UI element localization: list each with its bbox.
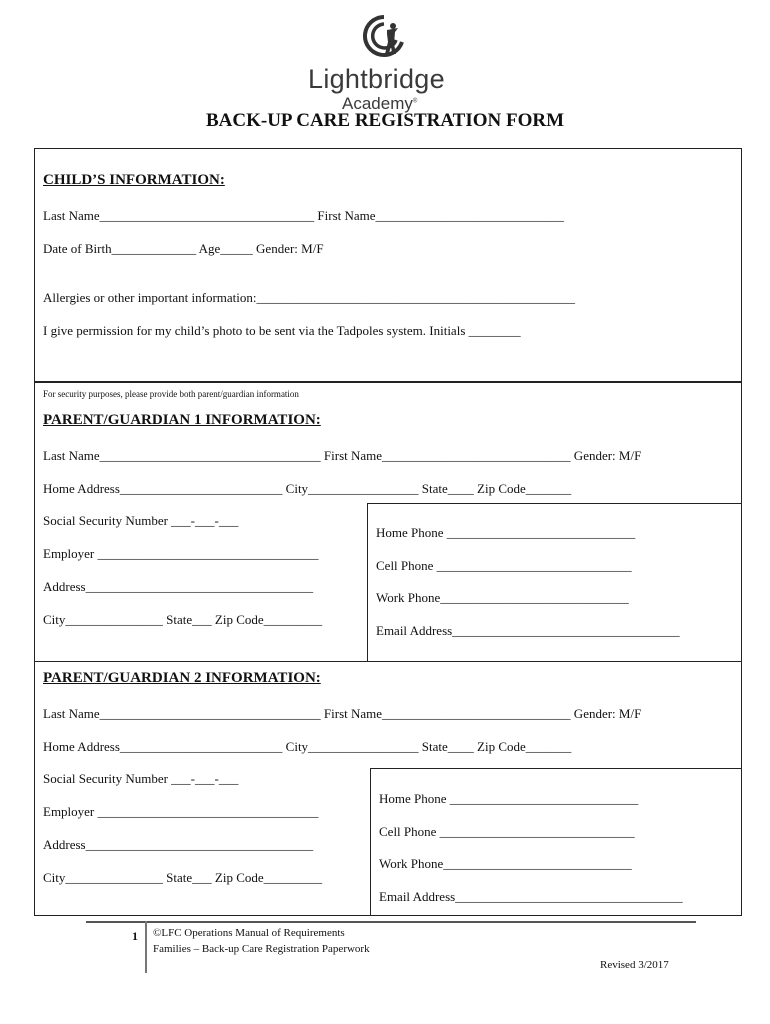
- footer-line2: Families – Back-up Care Registration Paperwork: [153, 943, 370, 955]
- footer-divider: [86, 921, 696, 923]
- parent2-city-state-zip-field[interactable]: City_______________ State___ Zip Code_________: [43, 870, 323, 885]
- parent1-ssn-field[interactable]: Social Security Number ___-___-___: [43, 513, 239, 528]
- parent1-heading: PARENT/GUARDIAN 1 INFORMATION:: [43, 412, 321, 428]
- logo: [300, 14, 470, 113]
- parent2-address-field[interactable]: Address___________________________________: [43, 837, 314, 852]
- logo-name: Lightbridge: [308, 64, 445, 94]
- parent2-employer-field[interactable]: Employer __________________________________: [43, 804, 319, 819]
- parent2-name-gender-field[interactable]: Last Name__________________________________ First Name_____________________________ Gender: M/F: [43, 706, 642, 721]
- parent2-ssn-field[interactable]: Social Security Number ___-___-___: [43, 771, 239, 786]
- parent1-address-field[interactable]: Address___________________________________: [43, 579, 314, 594]
- footer-line1: ©LFC Operations Manual of Requirements: [153, 927, 345, 939]
- photo-permission-field[interactable]: I give permission for my child’s photo to be sent via the Tadpoles system. Initials ________: [43, 323, 521, 338]
- parent2-home-address-field[interactable]: Home Address_________________________ City_________________ State____ Zip Code_______: [43, 739, 572, 754]
- parent1-employer-field[interactable]: Employer __________________________________: [43, 546, 319, 561]
- parent1-city-state-zip-field[interactable]: City_______________ State___ Zip Code_________: [43, 612, 323, 627]
- child-name-field[interactable]: Last Name_________________________________ First Name_____________________________: [43, 208, 565, 223]
- footer-vertical-rule: [145, 921, 147, 973]
- page-title: BACK-UP CARE REGISTRATION FORM: [205, 110, 565, 131]
- child-allergies-field[interactable]: Allergies or other important information:_________________________________________________: [43, 290, 575, 305]
- lightbridge-logo-icon: [362, 14, 406, 58]
- parent1-home-phone-field[interactable]: Home Phone _____________________________: [376, 525, 636, 540]
- parent1-name-gender-field[interactable]: Last Name__________________________________ First Name_____________________________ Gender: M/F: [43, 448, 642, 463]
- child-dob-age-gender-field[interactable]: Date of Birth_____________ Age_____ Gender: M/F: [43, 241, 324, 256]
- revised-date: Revised 3/2017: [600, 959, 669, 971]
- parent1-home-address-field[interactable]: Home Address_________________________ City_________________ State____ Zip Code_______: [43, 481, 572, 496]
- security-note: For security purposes, please provide both parent/guardian information: [43, 389, 299, 399]
- parent1-email-field[interactable]: Email Address___________________________________: [376, 623, 680, 638]
- parent1-cell-phone-field[interactable]: Cell Phone ______________________________: [376, 558, 632, 573]
- parent2-home-phone-field[interactable]: Home Phone _____________________________: [379, 791, 639, 806]
- parent2-heading: PARENT/GUARDIAN 2 INFORMATION:: [43, 670, 321, 686]
- parent2-email-field[interactable]: Email Address___________________________________: [379, 889, 683, 904]
- parent2-cell-phone-field[interactable]: Cell Phone ______________________________: [379, 824, 635, 839]
- child-info-heading: CHILD’S INFORMATION:: [43, 172, 225, 188]
- logo-subtitle: Academy®: [342, 94, 418, 113]
- page-number: 1: [132, 929, 138, 943]
- parent1-work-phone-field[interactable]: Work Phone_____________________________: [376, 590, 629, 605]
- parent2-work-phone-field[interactable]: Work Phone_____________________________: [379, 856, 632, 871]
